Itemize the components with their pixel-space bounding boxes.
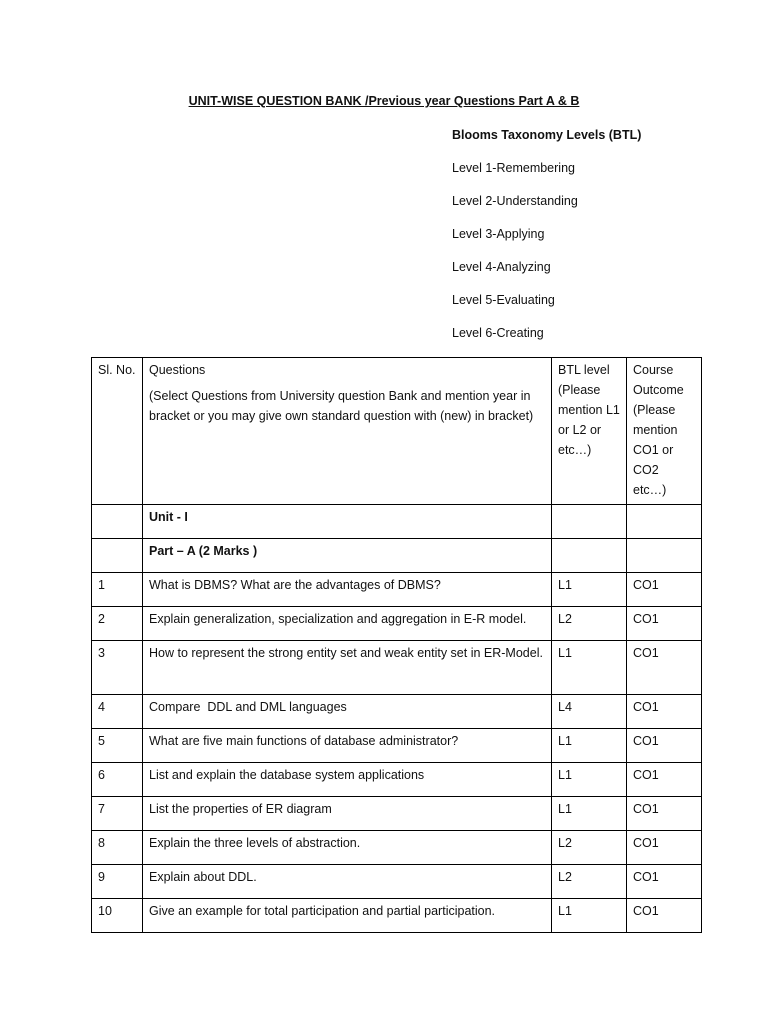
row-question: List and explain the database system applications [143, 763, 552, 797]
header-sl-no: Sl. No. [92, 358, 143, 505]
row-sl-no: 3 [92, 641, 143, 695]
part-row [92, 539, 702, 573]
row-btl: L1 [552, 763, 627, 797]
row-sl-no: 6 [92, 763, 143, 797]
row-co: CO1 [627, 865, 702, 899]
row-co: CO1 [627, 763, 702, 797]
part-co-cell [627, 539, 702, 573]
row-btl: L1 [552, 797, 627, 831]
table-row [92, 573, 702, 607]
row-co: CO1 [627, 695, 702, 729]
row-question: How to represent the strong entity set and weak entity set in ER-Model. [143, 641, 552, 695]
row-question: Give an example for total participation and partial participation. [143, 899, 552, 933]
btl-level-4: Level 4-Analyzing [452, 260, 551, 274]
row-co: CO1 [627, 797, 702, 831]
table-row [92, 607, 702, 641]
page-title: UNIT-WISE QUESTION BANK /Previous year Questions Part A & B [188, 94, 580, 108]
table-row [92, 763, 702, 797]
row-co: CO1 [627, 831, 702, 865]
btl-level-2: Level 2-Understanding [452, 194, 578, 208]
unit-label: Unit - I [143, 505, 552, 539]
part-label: Part – A (2 Marks ) [143, 539, 552, 573]
question-bank-table [91, 357, 702, 933]
row-question: Explain generalization, specialization and aggregation in E-R model. [143, 607, 552, 641]
row-btl: L2 [552, 607, 627, 641]
row-sl-no: 2 [92, 607, 143, 641]
row-question: What is DBMS? What are the advantages of DBMS? [143, 573, 552, 607]
part-sl-cell [92, 539, 143, 573]
row-question: Compare DDL and DML languages [143, 695, 552, 729]
unit-co-cell [627, 505, 702, 539]
table-header-row [92, 358, 702, 505]
row-btl: L2 [552, 831, 627, 865]
row-sl-no: 10 [92, 899, 143, 933]
table-row [92, 797, 702, 831]
row-question: Explain the three levels of abstraction. [143, 831, 552, 865]
row-sl-no: 5 [92, 729, 143, 763]
table-row [92, 695, 702, 729]
header-questions [143, 358, 552, 505]
row-question: List the properties of ER diagram [143, 797, 552, 831]
table-row [92, 831, 702, 865]
row-co: CO1 [627, 729, 702, 763]
header-btl-level: BTL level (Please mention L1 or L2 or etc…) [552, 358, 627, 505]
row-btl: L4 [552, 695, 627, 729]
row-btl: L1 [552, 729, 627, 763]
row-sl-no: 1 [92, 573, 143, 607]
btl-level-1: Level 1-Remembering [452, 161, 575, 175]
table-row [92, 865, 702, 899]
row-co: CO1 [627, 641, 702, 695]
table-row [92, 899, 702, 933]
btl-level-3: Level 3-Applying [452, 227, 545, 241]
row-btl: L1 [552, 573, 627, 607]
row-question: What are five main functions of database administrator? [143, 729, 552, 763]
row-sl-no: 7 [92, 797, 143, 831]
header-course-outcome: Course Outcome (Please mention CO1 or CO2 etc…) [627, 358, 702, 505]
header-questions-note: (Select Questions from University question Bank and mention year in bracket or you may give own standard question with (new) in bracket) [149, 389, 534, 423]
row-question: Explain about DDL. [143, 865, 552, 899]
row-btl: L1 [552, 641, 627, 695]
row-sl-no: 4 [92, 695, 143, 729]
table-row [92, 729, 702, 763]
row-sl-no: 8 [92, 831, 143, 865]
unit-btl-cell [552, 505, 627, 539]
unit-sl-cell [92, 505, 143, 539]
row-co: CO1 [627, 607, 702, 641]
table-row [92, 641, 702, 695]
header-questions-label: Questions [149, 363, 206, 377]
row-co: CO1 [627, 573, 702, 607]
row-btl: L1 [552, 899, 627, 933]
unit-row [92, 505, 702, 539]
row-sl-no: 9 [92, 865, 143, 899]
part-btl-cell [552, 539, 627, 573]
btl-heading: Blooms Taxonomy Levels (BTL) [452, 128, 642, 142]
row-btl: L2 [552, 865, 627, 899]
btl-legend [452, 127, 752, 358]
row-co: CO1 [627, 899, 702, 933]
btl-level-6: Level 6-Creating [452, 326, 544, 340]
btl-level-5: Level 5-Evaluating [452, 293, 555, 307]
